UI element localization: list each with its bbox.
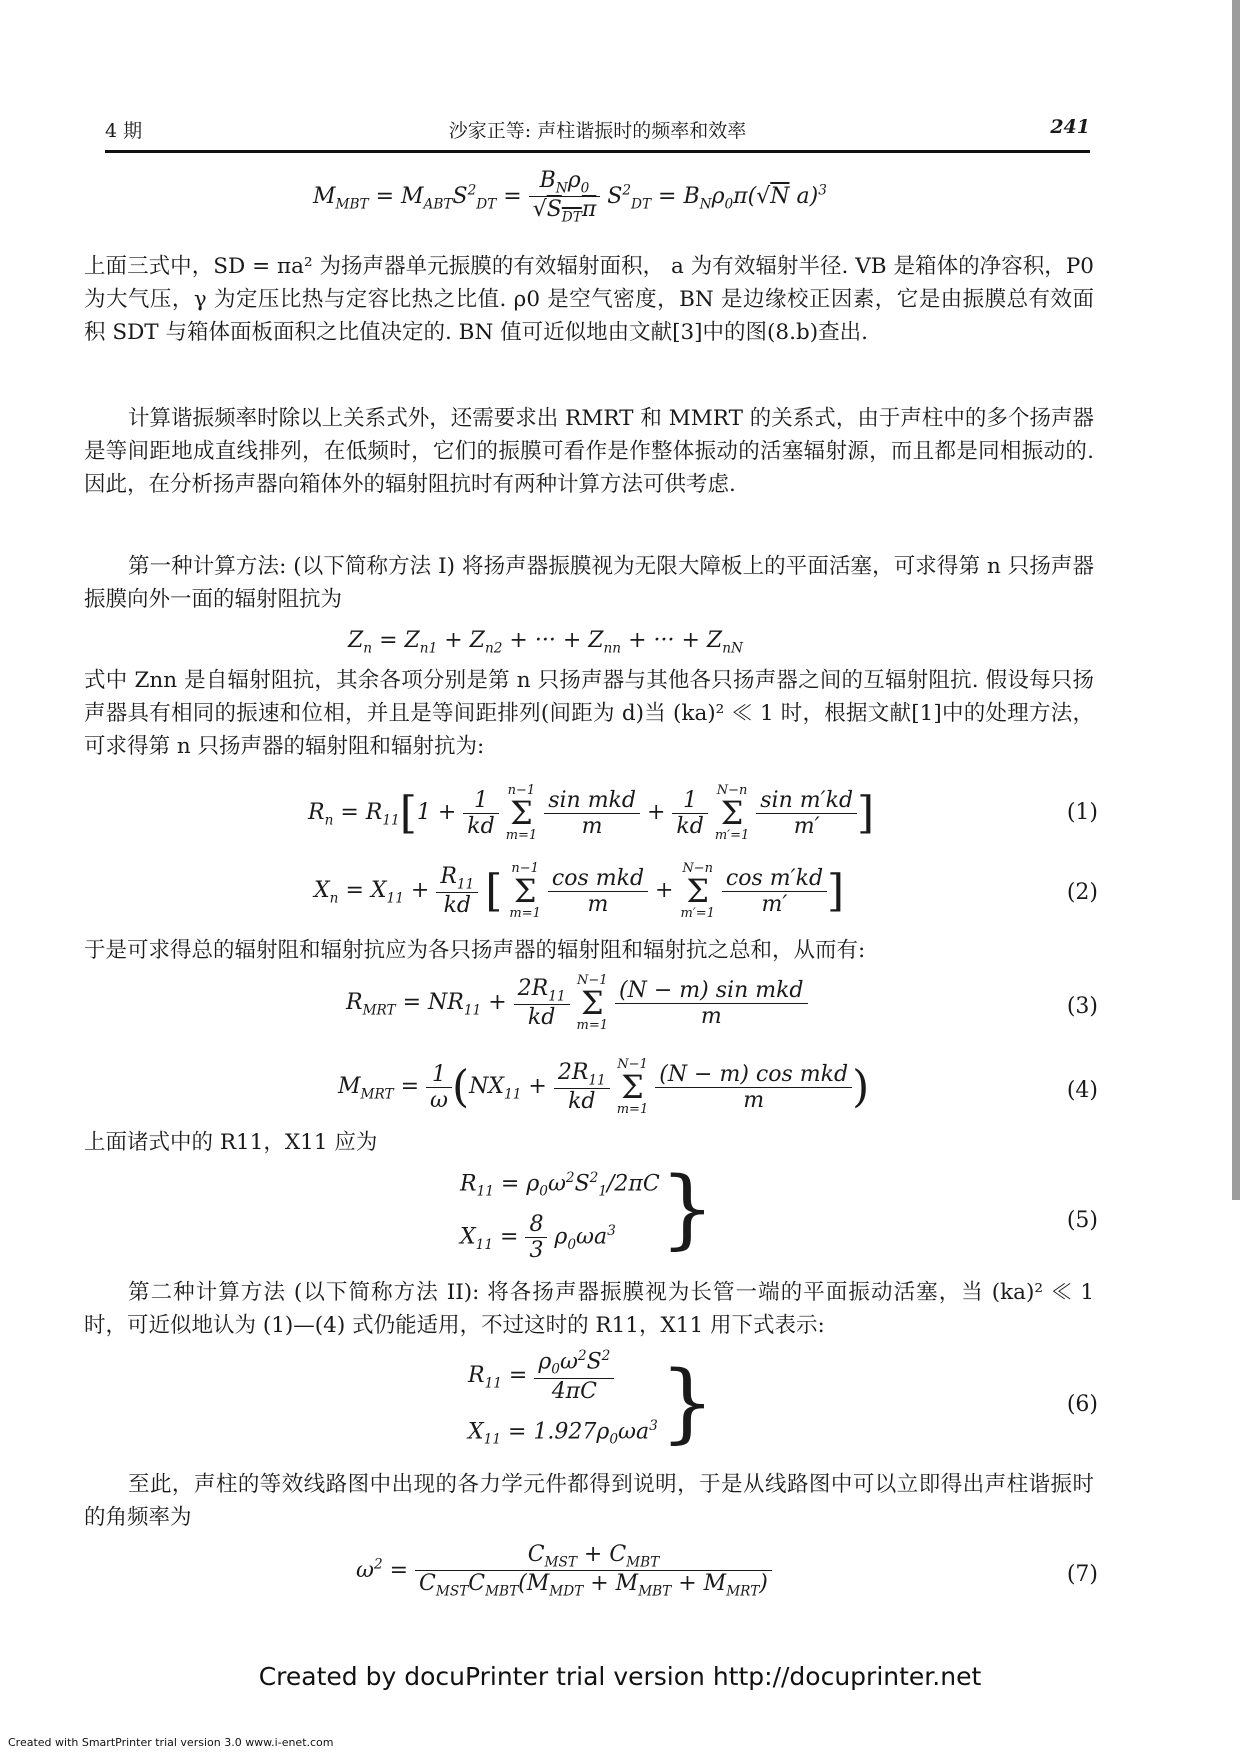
equation-number-1: (1) (1066, 800, 1098, 825)
running-header (105, 116, 1090, 146)
paragraph-1: 上面三式中，SD = πa² 为扬声器单元振膜的有效辐射面积， a 为有效辐射半径. VB 是箱体的净容积，P0 为大气压，γ 为定压比热与定容比热之比值. ρ0 是空气密度，BN 是边缘校正因素，它是由振膜总有效面积 SDT 与箱体面板面积之比值决定的. BN 值可近似地由文献[3]中的图(8.b)查出. (84, 254, 1094, 345)
equation-number-3: (3) (1066, 994, 1098, 1019)
paragraph-8: 至此，声柱的等效线路图中出现的各力学元件都得到说明，于是从线路图中可以立即得出声柱谐振时的角频率为 (84, 1472, 1094, 1530)
equation-1: $R_n = R_{11}[1$ + $\frac{1}{kd}$ n−1 Σ m=1 $\frac{\text{sin mkd}}{m}$ + $\frac{1}{kd}$ N−n Σ m′=1 $\frac{\text{sin m′kd}}{m'}$ ] (308, 783, 875, 843)
right-brace-5: } (660, 1159, 715, 1259)
equation-6a: $R_{11}$ = $\frac{\rho_0\omega^2S^2}{4\pi C}$ (468, 1348, 614, 1404)
equation-2: $X_n = X_{11}$ + $\frac{R_{11}}{kd}$ [ n−1 Σ m=1 $\frac{\text{cos mkd}}{m}$ + N−n Σ m′=1 $\frac{\text{cos m′kd}}{m'}$ ] (314, 861, 845, 921)
equation-number-2: (2) (1066, 880, 1098, 905)
equation-number-5: (5) (1066, 1208, 1098, 1233)
equation-4: $M_{MRT}$ = $\frac{1}{\omega}$ ($NX_{11}$ + $\frac{2R_{11}}{kd}$ N−1 Σ m=1 $\frac{\text{(N − m) cos mkd}}{m}$ ) (338, 1057, 870, 1117)
equation-number-7: (7) (1066, 1562, 1098, 1587)
paragraph-6: 上面诸式中的 R11，X11 应为 (84, 1130, 378, 1155)
equation-5a: $R_{11} = \rho_0\omega^2S^2_1/2\pi C$ (460, 1170, 660, 1200)
equation-7: $\omega^2$ = $\frac{C_{MST} + C_{MBT}}{C_{MST}C_{MBT}(M_{MDT} + M_{MBT} + M_{MRT})}$ (356, 1542, 772, 1600)
running-title: 沙家正等: 声柱谐振时的频率和效率 (448, 120, 747, 142)
equation-6b: $X_{11} = 1.927\rho_0\omega a^3$ (468, 1418, 658, 1448)
equation-zn: $Z_n = Z_{n1} + Z_{n2}$ + ··· + $Z_{nn}$ + ··· + $Z_{nN}$ (348, 628, 743, 657)
paragraph-4: 式中 Znn 是自辐射阻抗，其余各项分别是第 n 只扬声器与其他各只扬声器之间的互辐射阻抗. 假设每只扬声器具有相同的振速和位相，并且是等间距排列(间距为 d)当 (ka)² ≪ 1 时，根据文献[1]中的处理方法，可求得第 n 只扬声器的辐射阻和辐射抗为: (84, 668, 1094, 759)
equation-number-4: (4) (1066, 1078, 1098, 1103)
issue-label: 4 期 (105, 120, 143, 142)
paragraph-3: 第一种计算方法: (以下简称方法 I) 将扬声器振膜视为无限大障板上的平面活塞，可求得第 n 只扬声器振膜向外一面的辐射阻抗为 (84, 554, 1094, 612)
paragraph-2: 计算谐振频率时除以上关系式外，还需要求出 RMRT 和 MMRT 的关系式，由于声柱中的多个扬声器是等间距地成直线排列，在低频时，它们的振膜可看作是作整体振动的活塞辐射源，而且都是同相振动的. 因此，在分析扬声器向箱体外的辐射阻抗时有两种计算方法可供考虑. (84, 406, 1094, 497)
page-number: 241 (1050, 116, 1090, 138)
scan-edge-bar (1232, 0, 1240, 1200)
header-rule (105, 150, 1090, 153)
watermark-smartprinter: Created with SmartPrinter trial version 3.0 www.i-enet.com (8, 1736, 334, 1749)
right-brace-6: } (660, 1353, 715, 1453)
equation-mmbt: $M_{MBT} = M_{ABT}S^2_{DT}$ = $\frac{B_N\rho_0}{√S_{DT}\pi}$ $S^2_{DT} = B_N\rho_0\pi(√N$ a)$^3$ (313, 168, 827, 226)
watermark-docuprinter: Created by docuPrinter trial version http://docuprinter.net (258, 1662, 982, 1691)
paragraph-5: 于是可求得总的辐射阻和辐射抗应为各只扬声器的辐射阻和辐射抗之总和，从而有: (84, 938, 866, 963)
equation-number-6: (6) (1066, 1392, 1098, 1417)
equation-3: $R_{MRT} = NR_{11}$ + $\frac{2R_{11}}{kd}$ N−1 Σ m=1 $\frac{\text{(N − m) sin mkd}}{m}$ (346, 974, 808, 1032)
equation-5b: $X_{11}$ = $\frac{8}{3}$ $\rho_0\omega a^3$ (460, 1212, 616, 1263)
paragraph-7: 第二种计算方法 (以下简称方法 II): 将各扬声器振膜视为长管一端的平面振动活塞，当 (ka)² ≪ 1 时，可近似地认为 (1)—(4) 式仍能适用，不过这时的 R11，X11 用下式表示: (84, 1280, 1094, 1338)
